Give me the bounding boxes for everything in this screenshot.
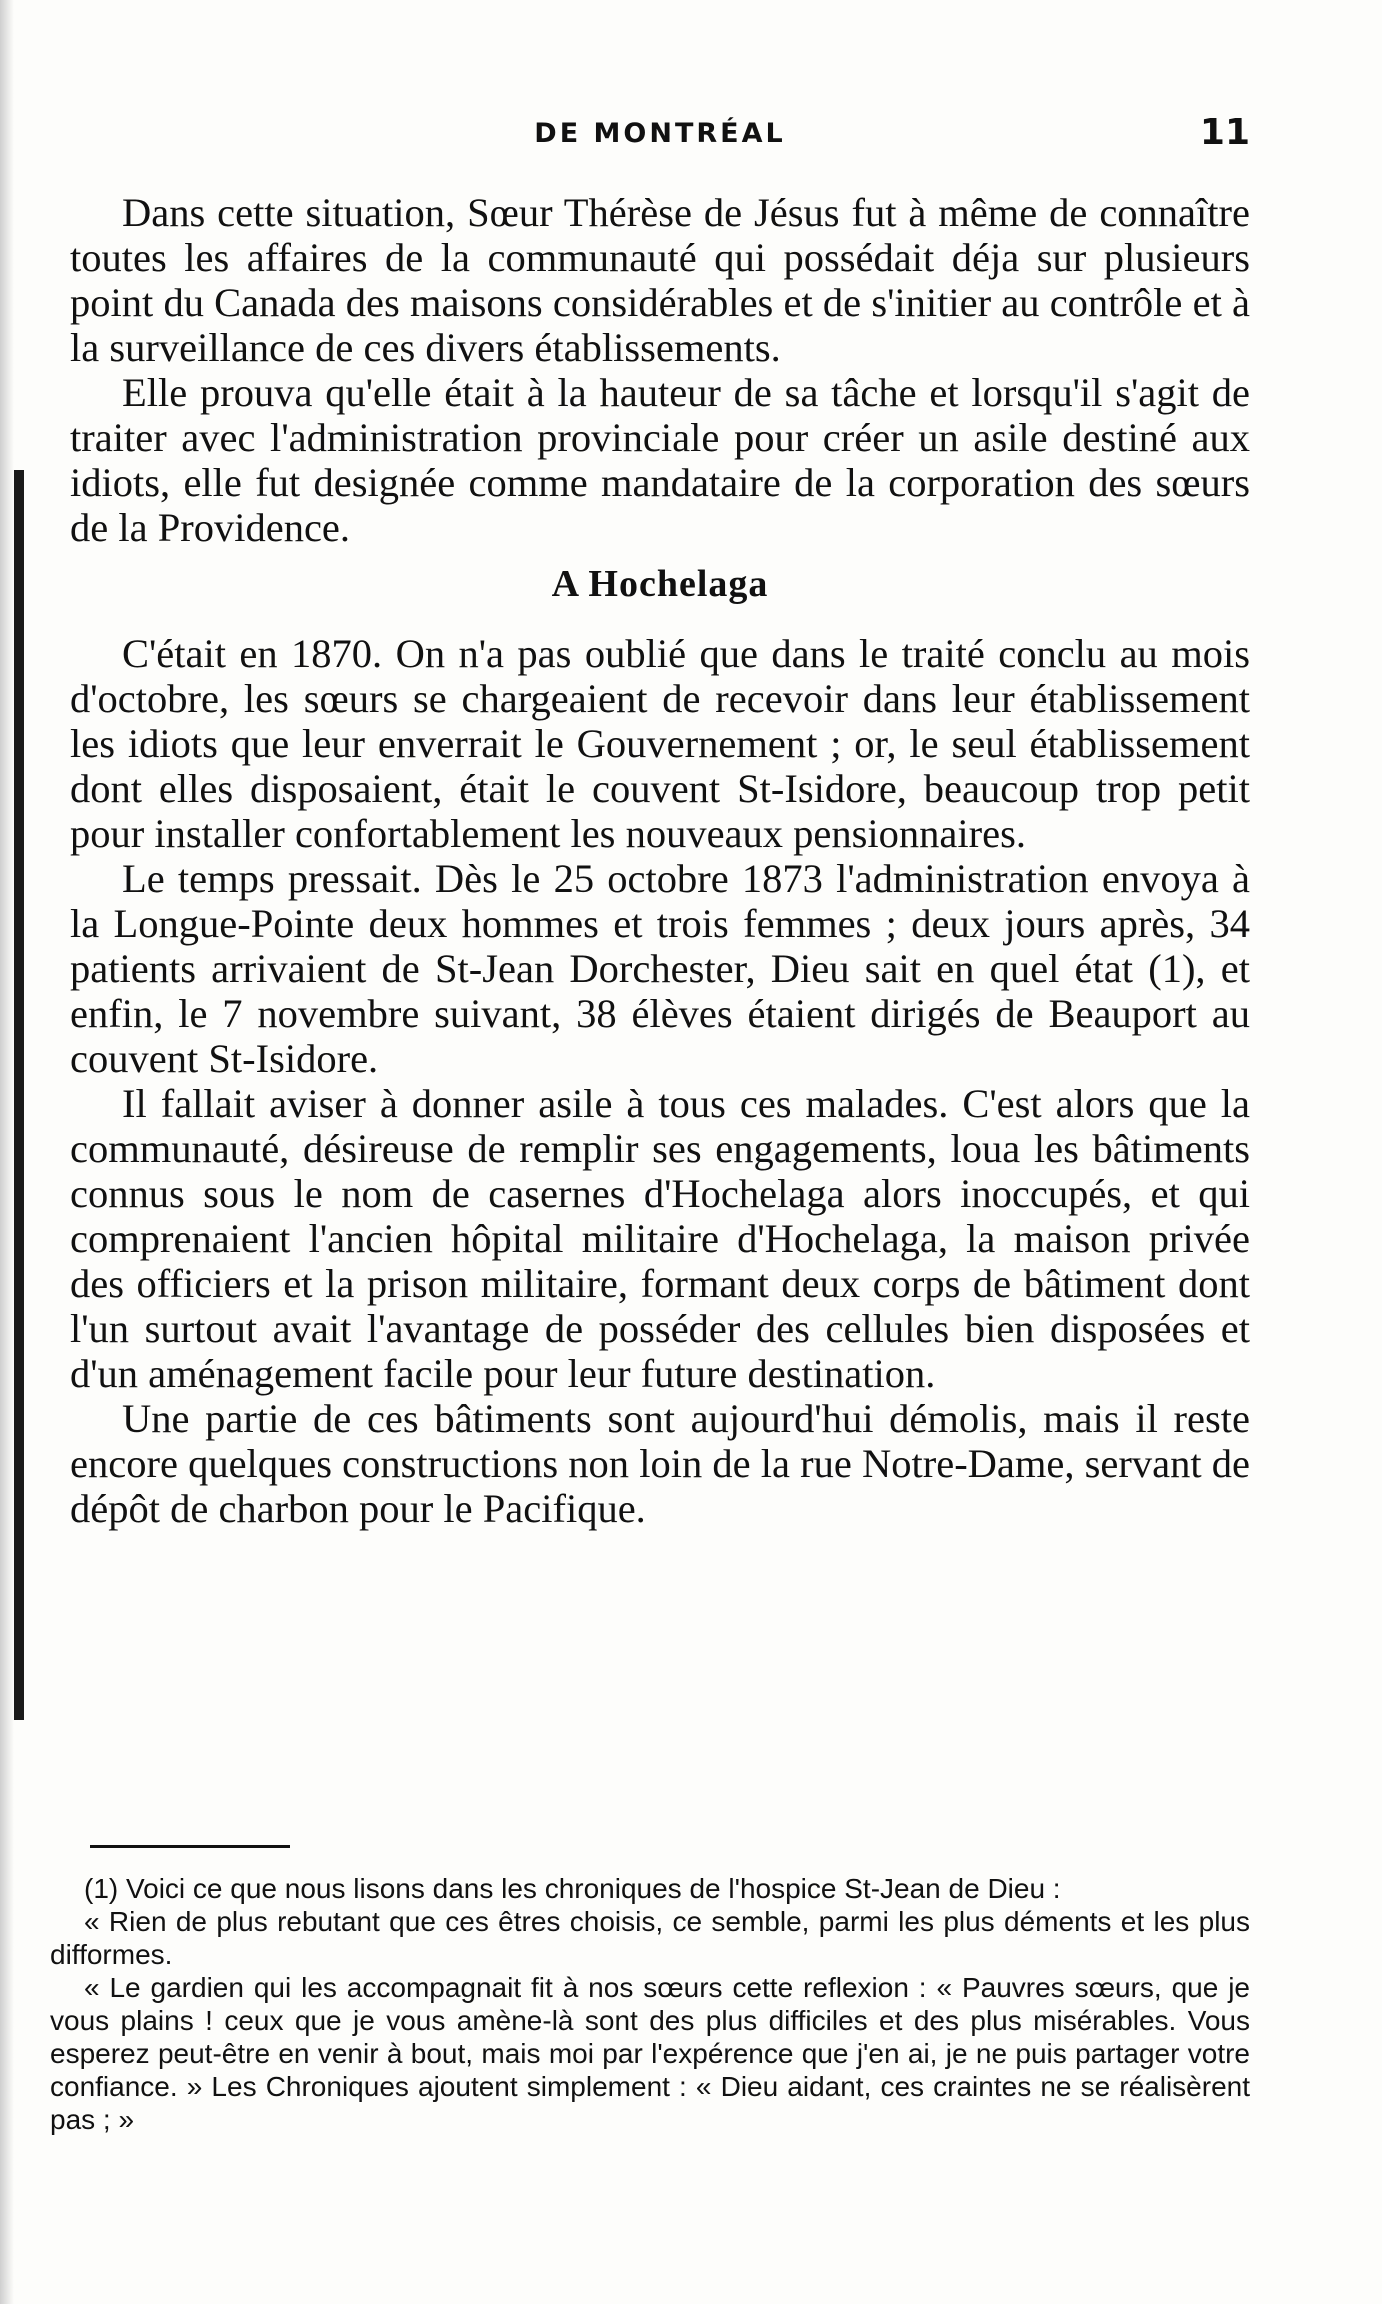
footnote-rule: [90, 1845, 290, 1848]
footnote: (1) Voici ce que nous lisons dans les chroniques de l'hospice St-Jean de Dieu :: [84, 1873, 1061, 1904]
paragraph: Le temps pressait. Dès le 25 octobre 1873 l'administration envoya à la Longue-Pointe deux hommes et trois femmes ; deux jours après, 34 patients arrivaient de St-Jean Dorchester, Dieu sait en quel état (1), et enfin, le 7 novembre suivant, 38 élèves étaient dirigés de Beauport au couvent St-Isidore.: [70, 856, 1250, 1081]
body-text: [70, 190, 1250, 1531]
margin-bar: [14, 470, 24, 1720]
page-number: 11: [1199, 112, 1250, 153]
paragraph: Dans cette situation, Sœur Thérèse de Jésus fut à même de connaître toutes les affaires de la communauté qui possédait déja sur plusieurs point du Canada des maisons considérables et de s'initier au contrôle et à la surveillance de ces divers établissements.: [70, 190, 1250, 370]
running-title: DE MONTRÉAL: [534, 118, 786, 149]
paragraph: Il fallait aviser à donner asile à tous ces malades. C'est alors que la communauté, désireuse de remplir ses engagements, loua les bâtiments connus sous le nom de casernes d'Hochelaga alors inoccupés, et qui comprenaient l'ancien hôpital militaire d'Hochelaga, la maison privée des officiers et la prison militaire, formant deux corps de bâtiment dont l'un surtout avait l'avantage de posséder des cellules bien disposées et d'un aménagement facile pour leur future destination.: [70, 1081, 1250, 1396]
paragraph: Elle prouva qu'elle était à la hauteur de sa tâche et lorsqu'il s'agit de traiter avec l'administration provinciale pour créer un asile destiné aux idiots, elle fut designée comme mandataire de la corporation des sœurs de la Providence.: [70, 370, 1250, 550]
footnotes: [50, 1872, 1250, 2136]
paragraph: C'était en 1870. On n'a pas oublié que dans le traité conclu au mois d'octobre, les sœurs se chargeaient de recevoir dans leur établissement les idiots que leur enverrait le Gouvernement ; or, le seul établissement dont elles disposaient, était le couvent St-Isidore, beaucoup trop petit pour installer confortablement les nouveaux pensionnaires.: [70, 631, 1250, 856]
footnote: « Rien de plus rebutant que ces êtres choisis, ce semble, parmi les plus déments et les plus difformes.: [50, 1906, 1250, 1970]
paragraph: Une partie de ces bâtiments sont aujourd'hui démolis, mais il reste encore quelques constructions non loin de la rue Notre-Dame, servant de dépôt de charbon pour le Pacifique.: [70, 1396, 1250, 1531]
section-heading: A Hochelaga: [551, 563, 769, 605]
running-header: [70, 112, 1250, 158]
footnote: « Le gardien qui les accompagnait fit à nos sœurs cette reflexion : « Pauvres sœurs, que je vous plains ! ceux que je vous amène-là sont des plus difficiles et des plus misérables. Vous esperez peut-être en venir à bout, mais moi par l'expérence que j'en ai, je ne puis partager votre confiance. » Les Chroniques ajoutent simplement : « Dieu aidant, ces craintes ne se réalisèrent pas ; »: [50, 1972, 1250, 2135]
page-edge-shadow: [0, 0, 14, 2304]
